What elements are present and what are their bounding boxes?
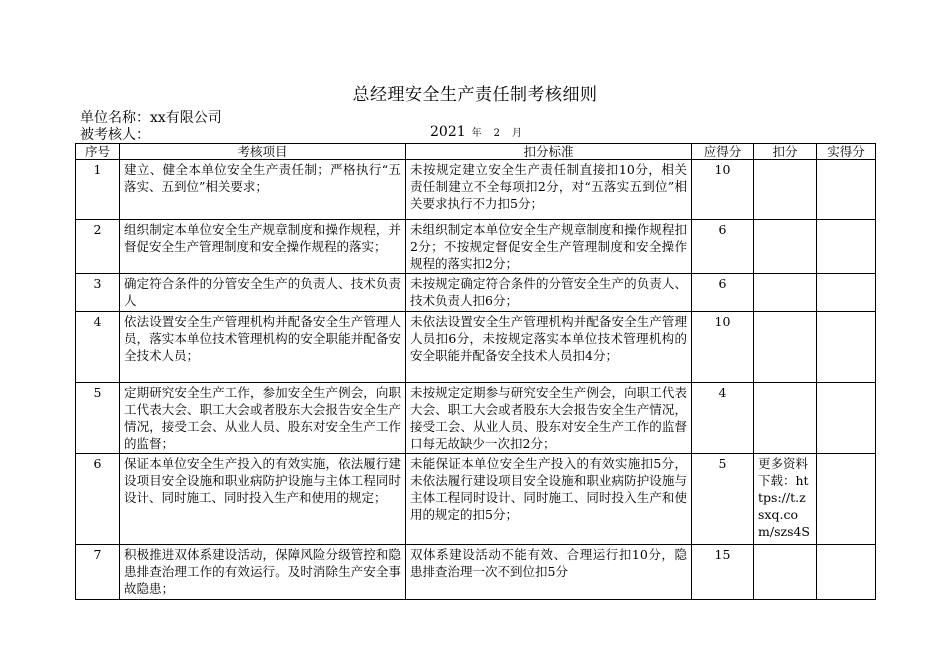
table-row <box>76 160 876 220</box>
examinee-label: 被考核人： <box>80 127 150 143</box>
row-standard: 未按规定建立安全生产责任制直接扣10分，相关责任制建立不全每项扣2分，对“五落实五到位”相关要求执行不力扣5分； <box>406 160 692 220</box>
table-row <box>76 545 876 600</box>
row-deduct <box>754 274 817 312</box>
row-score: 10 <box>692 312 754 383</box>
row-deduct <box>754 220 817 274</box>
row-score: 10 <box>692 160 754 220</box>
row-actual <box>817 454 876 545</box>
row-item: 组织制定本单位安全生产规章制度和操作规程，并督促安全生产管理制度和安全操作规程的落实； <box>120 220 406 274</box>
date-month-unit: 月 <box>512 128 523 139</box>
date-year: 2021 <box>430 124 466 140</box>
row-deduct <box>754 160 817 220</box>
row-deduct <box>754 312 817 383</box>
header-standard: 扣分标准 <box>406 144 692 160</box>
assessment-date <box>430 124 528 140</box>
table-row <box>76 454 876 545</box>
row-deduct <box>754 545 817 600</box>
row-actual <box>817 160 876 220</box>
row-no: 1 <box>76 160 120 220</box>
row-item: 保证本单位安全生产投入的有效实施，依法履行建设项目安全设施和职业病防护设施与主体工程同时设计、同时施工、同时投入生产和使用的规定； <box>120 454 406 545</box>
row-no: 6 <box>76 454 120 545</box>
date-year-unit: 年 <box>471 128 482 139</box>
unit-label: 单位名称： <box>80 110 150 126</box>
row-actual <box>817 312 876 383</box>
row-standard: 未组织制定本单位安全生产规章制度和操作规程扣2分；不按规定督促安全生产管理制度和安全操作规程的落实扣2分； <box>406 220 692 274</box>
header-no: 序号 <box>76 144 120 160</box>
table-row <box>76 312 876 383</box>
row-standard: 双体系建设活动不能有效、合理运行扣10分，隐患排查治理一次不到位扣5分 <box>406 545 692 600</box>
row-standard: 未按规定确定符合条件的分管安全生产的负责人、技术负责人扣6分； <box>406 274 692 312</box>
row-item: 确定符合条件的分管安全生产的负责人、技术负责人 <box>120 274 406 312</box>
header-score: 应得分 <box>692 144 754 160</box>
row-actual <box>817 274 876 312</box>
date-month: 2 <box>493 128 501 139</box>
download-note: 更多资料下载：https://t.zsxq.com/szs4S <box>754 454 817 545</box>
row-actual <box>817 383 876 454</box>
row-score: 6 <box>692 220 754 274</box>
row-no: 2 <box>76 220 120 274</box>
assessment-table <box>75 143 876 600</box>
header-deduct: 扣分 <box>754 144 817 160</box>
row-item: 建立、健全本单位安全生产责任制；严格执行“五落实、五到位”相关要求； <box>120 160 406 220</box>
row-item: 定期研究安全生产工作，参加安全生产例会，向职工代表大会、职工大会或者股东大会报告安全生产情况，接受工会、从业人员、股东对安全生产工作的监督； <box>120 383 406 454</box>
header-actual: 实得分 <box>817 144 876 160</box>
row-item: 积极推进双体系建设活动，保障风险分级管控和隐患排查治理工作的有效运行。及时消除生产安全事故隐患； <box>120 545 406 600</box>
row-deduct <box>754 383 817 454</box>
header-item: 考核项目 <box>120 144 406 160</box>
row-score: 4 <box>692 383 754 454</box>
row-no: 3 <box>76 274 120 312</box>
document-title: 总经理安全生产责任制考核细则 <box>352 85 598 105</box>
row-item: 依法设置安全生产管理机构并配备安全生产管理人员，落实本单位技术管理机构的安全职能并配备安全技术人员； <box>120 312 406 383</box>
table-header-row <box>76 144 876 160</box>
row-no: 5 <box>76 383 120 454</box>
row-actual <box>817 220 876 274</box>
row-standard: 未能保证本单位安全生产投入的有效实施扣5分，未依法履行建设项目安全设施和职业病防护设施与主体工程同时设计、同时施工、同时投入生产和使用的规定的扣5分； <box>406 454 692 545</box>
row-score: 6 <box>692 274 754 312</box>
row-no: 7 <box>76 545 120 600</box>
row-standard: 未按规定定期参与研究安全生产例会，向职工代表大会、职工大会或者股东大会报告安全生产情况，接受工会、从业人员、股东对安全生产工作的监督口每无故缺少一次扣2分； <box>406 383 692 454</box>
row-score: 5 <box>692 454 754 545</box>
row-standard: 未依法设置安全生产管理机构并配备安全生产管理人员扣6分，未按规定落实本单位技术管理机构的安全职能并配备安全技术人员扣4分； <box>406 312 692 383</box>
table-row <box>76 220 876 274</box>
row-actual <box>817 545 876 600</box>
table-row <box>76 274 876 312</box>
unit-value: xx有限公司 <box>150 110 222 126</box>
row-no: 4 <box>76 312 120 383</box>
row-score: 15 <box>692 545 754 600</box>
table-row <box>76 383 876 454</box>
